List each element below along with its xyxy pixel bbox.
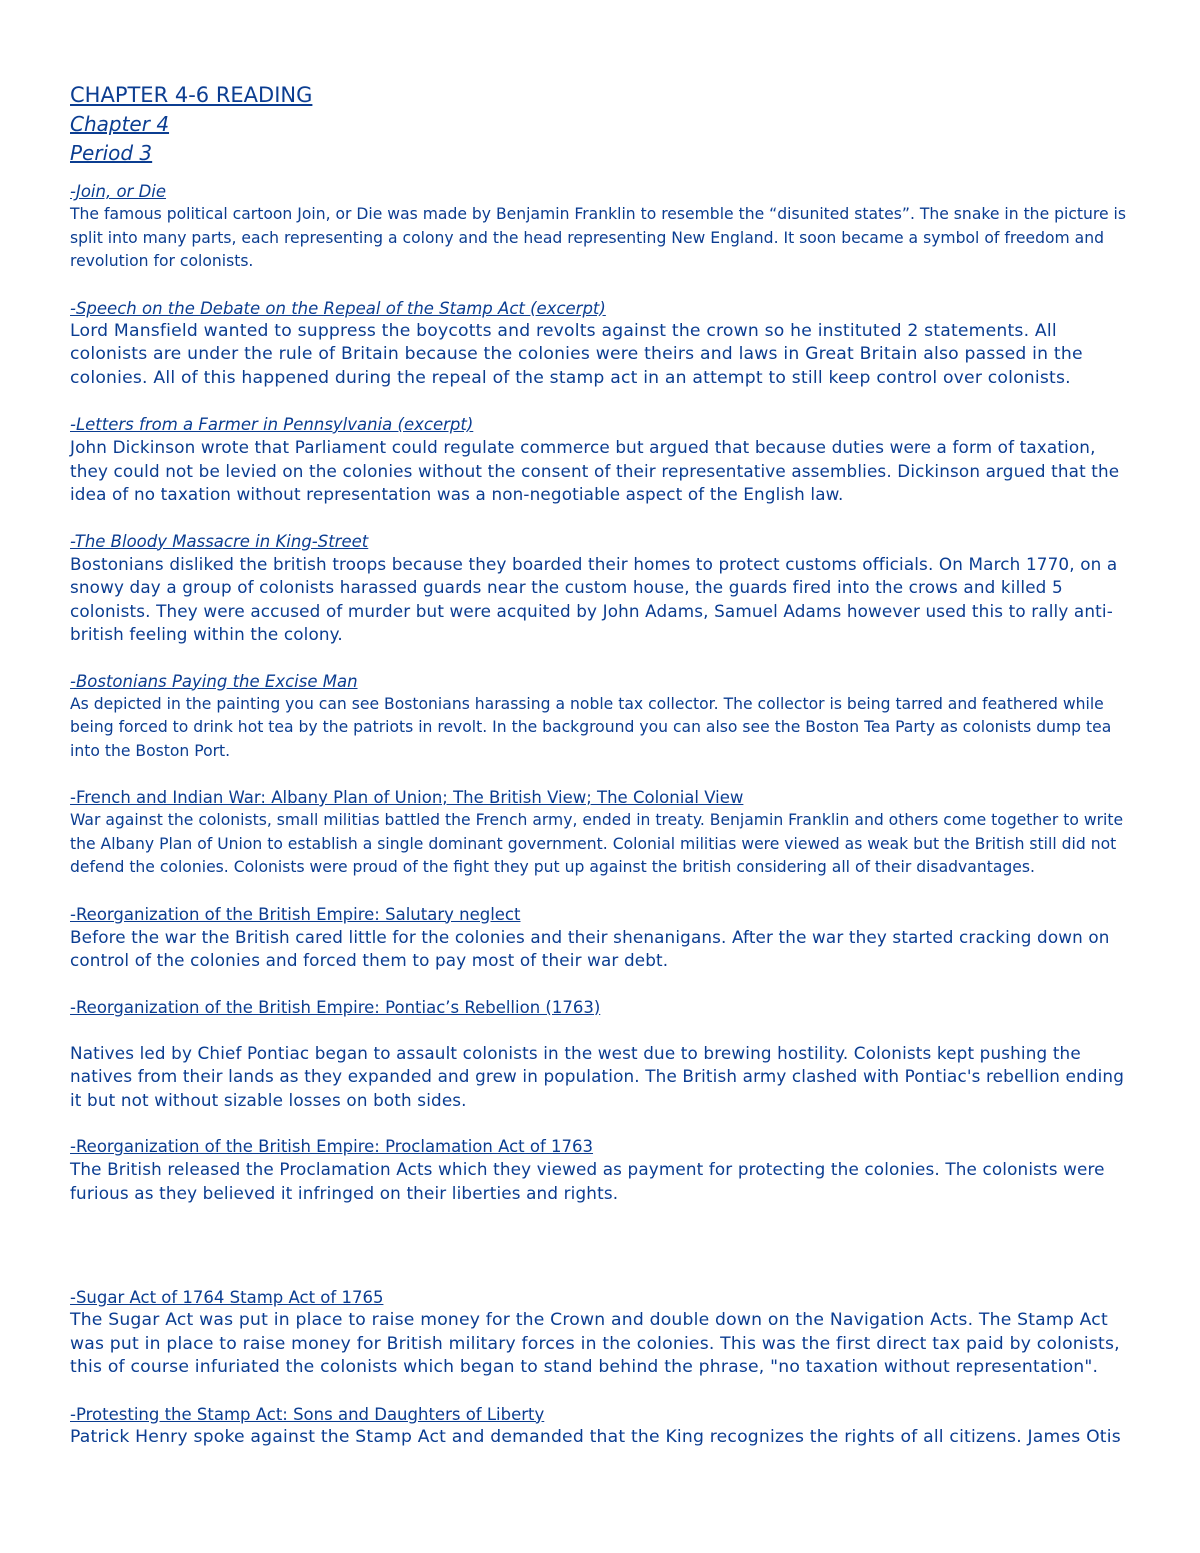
section-title: -The Bloody Massacre in King-Street [70, 531, 369, 551]
section-title: -Bostonians Paying the Excise Man [70, 671, 358, 691]
section-title: -French and Indian War: Albany Plan of Union; The British View; The Colonial View [70, 788, 744, 807]
section-sugar-stamp-acts [70, 1286, 1130, 1380]
section-title: -Sugar Act of 1764 Stamp Act of 1765 [70, 1288, 384, 1307]
document-header [70, 80, 1130, 168]
section-title: -Letters from a Farmer in Pennsylvania (excerpt) [70, 415, 474, 434]
section-title: -Reorganization of the British Empire: Pontiac’s Rebellion (1763) [70, 997, 601, 1017]
section-title: -Reorganization of the British Empire: Proclamation Act of 1763 [70, 1137, 594, 1156]
section-body: War against the colonists, small militias battled the French army, ended in treaty. Benjamin Franklin and others come together to write the Albany Plan of Union to establish a single dominant government. Colonial militias were viewed as weak but the British still did not defend the colonies. Colonists were proud of the fight they put up against the british considering all of their disadvantages. [70, 811, 1124, 876]
section-french-indian-war [70, 786, 1130, 880]
period-heading: Period 3 [70, 141, 153, 165]
section-title: -Join, or Die [70, 182, 167, 201]
chapter-heading: Chapter 4 [70, 112, 170, 136]
section-salutary-neglect [70, 903, 1130, 973]
section-body: Natives led by Chief Pontiac began to assault colonists in the west due to brewing hostility. Colonists kept pushing the natives from their lands as they expanded and grew in population. The British army clashed with Pontiac's rebellion ending it but not without sizable losses on both sides. [70, 1042, 1125, 1110]
section-farmer-letters [70, 413, 1130, 507]
section-pontiacs-rebellion [70, 996, 1130, 1113]
section-body: The famous political cartoon Join, or Die was made by Benjamin Franklin to resemble the “disunited states”. The snake in the picture is split into many parts, each representing a colony and the head representing New England. It soon became a symbol of freedom and revolution for colonists. [70, 205, 1126, 270]
section-body: Patrick Henry spoke against the Stamp Act and demanded that the King recognizes the rights of all citizens. James Otis [70, 1426, 1121, 1447]
section-body: Before the war the British cared little for the colonies and their shenanigans. After the war they started cracking down on control of the colonies and forced them to pay most of their war debt. [70, 926, 1110, 970]
section-title: -Protesting the Stamp Act: Sons and Daughters of Liberty [70, 1404, 545, 1424]
section-excise-man [70, 670, 1130, 764]
blank-line [70, 1019, 1130, 1042]
section-bloody-massacre [70, 530, 1130, 647]
section-body: Bostonians disliked the british troops because they boarded their homes to protect customs officials. On March 1770, on a snowy day a group of colonists harassed guards near the custom house, the guards fired into the crows and killed 5 colonists. They were accused of murder but were acquited by John Adams, Samuel Adams however used this to rally anti-british feeling within the colony. [70, 553, 1118, 644]
blank-space [70, 1228, 1130, 1286]
section-body: As depicted in the painting you can see Bostonians harassing a noble tax collector. The collector is being tarred and feathered while being forced to drink hot tea by the patriots in revolt. In the background you can also see the Boston Tea Party as colonists dump tea into the Boston Port. [70, 694, 1112, 760]
document-title: CHAPTER 4-6 READING [70, 83, 313, 107]
section-sons-daughters-liberty [70, 1403, 1130, 1450]
section-proclamation-act [70, 1135, 1130, 1205]
section-title: -Speech on the Debate on the Repeal of the Stamp Act (excerpt) [70, 298, 606, 318]
section-body: The British released the Proclamation Acts which they viewed as payment for protecting the colonies. The colonists were furious as they believed it infringed on their liberties and rights. [70, 1159, 1105, 1203]
section-body: The Sugar Act was put in place to raise money for the Crown and double down on the Navigation Acts. The Stamp Act was put in place to raise money for British military forces in the colonies. This was the first direct tax paid by colonists, this of course infuriated the colonists which began to stand behind the phrase, "no taxation without representation". [70, 1310, 1120, 1377]
document-page [70, 80, 1130, 1472]
section-body: John Dickinson wrote that Parliament could regulate commerce but argued that because duties were a form of taxation, they could not be levied on the colonies without the consent of their representative assemblies. Dickinson argued that the idea of no taxation without representation was a non-negotiable aspect of the English law. [70, 437, 1120, 504]
section-join-or-die [70, 180, 1130, 274]
section-stamp-act-speech [70, 297, 1130, 391]
section-title: -Reorganization of the British Empire: Salutary neglect [70, 904, 521, 924]
section-body: Lord Mansfield wanted to suppress the boycotts and revolts against the crown so he instituted 2 statements. All colonists are under the rule of Britain because the colonies were theirs and laws in Great Britain also passed in the colonies. All of this happened during the repeal of the stamp act in an attempt to still keep control over colonists. [70, 320, 1083, 388]
